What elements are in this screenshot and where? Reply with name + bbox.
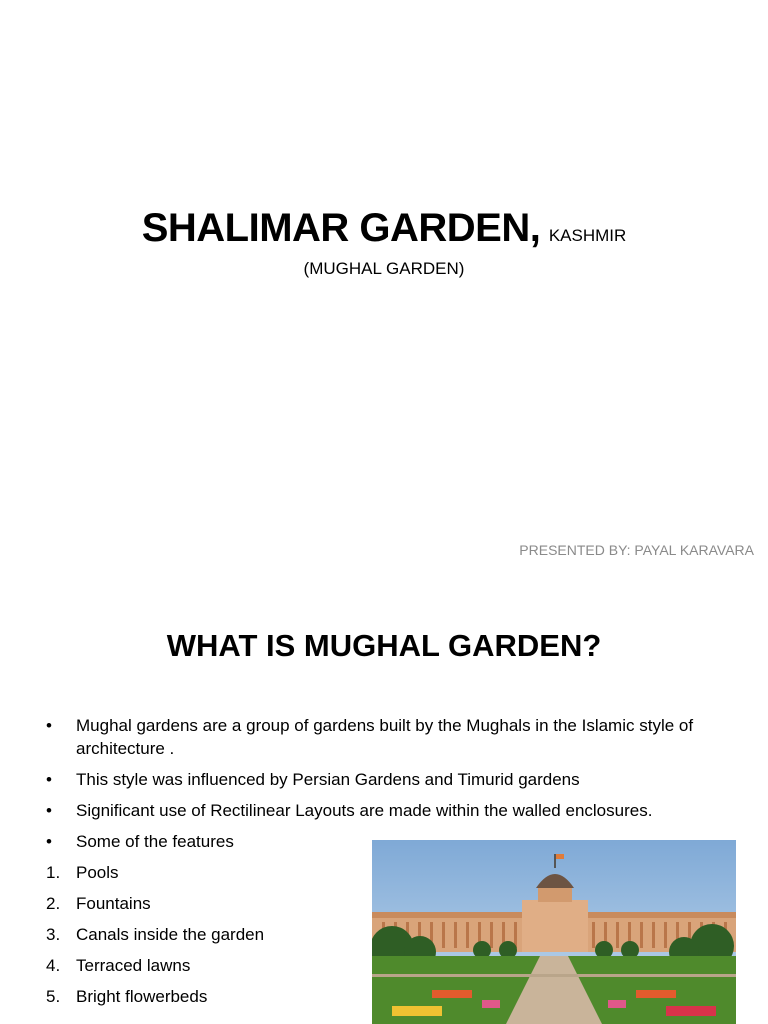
list-item [0, 714, 740, 760]
numbered-item-text: Canals inside the garden [76, 925, 265, 944]
content-slide [0, 576, 768, 1024]
list-item [0, 799, 740, 822]
flag [556, 854, 564, 859]
palace-center [522, 900, 588, 952]
bullet-marker: • [46, 716, 52, 735]
presenter-credit: PRESENTED BY: PAYAL KARAVARA [519, 542, 754, 558]
title-location-text: KASHMIR [548, 226, 627, 245]
list-item-text: Some of the features [76, 832, 234, 851]
numbered-item-text: Bright flowerbeds [76, 987, 208, 1006]
number-marker: 1. [46, 863, 61, 882]
number-marker: 4. [46, 956, 61, 975]
bullet-marker: • [46, 770, 52, 789]
garden-photo-illustration [372, 840, 736, 1024]
slide-heading: WHAT IS MUGHAL GARDEN? [166, 628, 602, 663]
number-marker: 5. [46, 987, 61, 1006]
bullet-marker: • [46, 801, 52, 820]
list-item-text: Mughal gardens are a group of gardens built by the Mughals in the Islamic style of architecture . [76, 716, 694, 758]
garden-photo [372, 840, 736, 1024]
number-marker: 3. [46, 925, 61, 944]
numbered-item-text: Terraced lawns [76, 956, 191, 975]
list-item [0, 768, 740, 791]
numbered-item-text: Fountains [76, 894, 151, 913]
number-marker: 2. [46, 894, 61, 913]
slide-subtitle: (MUGHAL GARDEN) [303, 259, 465, 278]
bullet-marker: • [46, 832, 52, 851]
list-item-text: Significant use of Rectilinear Layouts are made within the walled enclosures. [76, 801, 653, 820]
list-item-text: This style was influenced by Persian Gardens and Timurid gardens [76, 770, 580, 789]
numbered-item-text: Pools [76, 863, 119, 882]
slide-title [0, 206, 768, 251]
title-main-text: SHALIMAR GARDEN, [141, 206, 541, 250]
